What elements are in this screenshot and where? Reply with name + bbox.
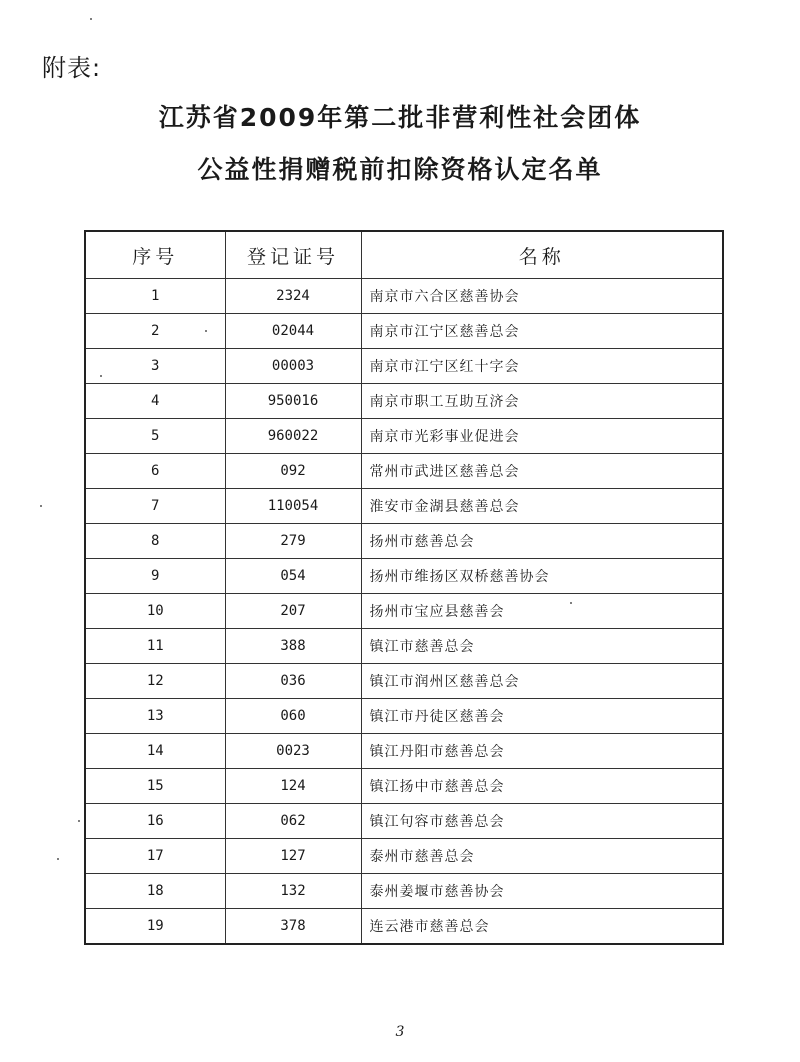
cell-registration-number: 950016 [225,384,361,419]
cell-organization-name: 淮安市金湖县慈善总会 [361,489,723,524]
cell-organization-name: 镇江市润州区慈善总会 [361,664,723,699]
header-serial-number: 序号 [85,231,225,279]
cell-serial-number: 13 [85,699,225,734]
table-row [85,349,723,384]
cell-registration-number: 2324 [225,279,361,314]
table-row [85,769,723,804]
cell-serial-number: 8 [85,524,225,559]
table-body [85,279,723,945]
cell-organization-name: 南京市江宁区红十字会 [361,349,723,384]
table-header-row [85,231,723,279]
cell-registration-number: 02044 [225,314,361,349]
document-title-line-2: 公益性捐赠税前扣除资格认定名单 [197,155,603,184]
cell-organization-name: 扬州市宝应县慈善会 [361,594,723,629]
table-row [85,594,723,629]
scan-speck [205,330,207,332]
cell-registration-number: 054 [225,559,361,594]
cell-organization-name: 镇江句容市慈善总会 [361,804,723,839]
cell-serial-number: 16 [85,804,225,839]
scan-speck [570,602,572,604]
table-row [85,489,723,524]
cell-serial-number: 6 [85,454,225,489]
cell-serial-number: 15 [85,769,225,804]
cell-organization-name: 泰州市慈善总会 [361,839,723,874]
cell-serial-number: 4 [85,384,225,419]
cell-serial-number: 12 [85,664,225,699]
cell-serial-number: 14 [85,734,225,769]
cell-organization-name: 扬州市维扬区双桥慈善协会 [361,559,723,594]
table-row [85,524,723,559]
cell-registration-number: 388 [225,629,361,664]
cell-serial-number: 19 [85,909,225,945]
table-row [85,839,723,874]
table-row [85,664,723,699]
header-registration-number: 登记证号 [225,231,361,279]
header-organization-name: 名称 [361,231,723,279]
cell-registration-number: 378 [225,909,361,945]
cell-registration-number: 207 [225,594,361,629]
table-row [85,734,723,769]
table-row [85,419,723,454]
qualification-list-table [84,230,724,945]
table-row [85,314,723,349]
cell-registration-number: 132 [225,874,361,909]
cell-organization-name: 扬州市慈善总会 [361,524,723,559]
cell-organization-name: 镇江市慈善总会 [361,629,723,664]
cell-organization-name: 南京市六合区慈善协会 [361,279,723,314]
cell-organization-name: 镇江扬中市慈善总会 [361,769,723,804]
cell-registration-number: 279 [225,524,361,559]
table-row [85,454,723,489]
table-row [85,384,723,419]
cell-organization-name: 镇江市丹徒区慈善会 [361,699,723,734]
cell-registration-number: 062 [225,804,361,839]
table-row [85,874,723,909]
cell-registration-number: 036 [225,664,361,699]
scan-speck [78,820,80,822]
cell-organization-name: 连云港市慈善总会 [361,909,723,945]
cell-serial-number: 1 [85,279,225,314]
cell-organization-name: 泰州姜堰市慈善协会 [361,874,723,909]
table-row [85,804,723,839]
cell-registration-number: 124 [225,769,361,804]
table-row [85,559,723,594]
table-row [85,909,723,945]
table-row [85,279,723,314]
cell-serial-number: 10 [85,594,225,629]
cell-serial-number: 2 [85,314,225,349]
cell-registration-number: 060 [225,699,361,734]
cell-registration-number: 0023 [225,734,361,769]
scan-speck [100,375,102,377]
cell-registration-number: 127 [225,839,361,874]
cell-serial-number: 7 [85,489,225,524]
cell-serial-number: 3 [85,349,225,384]
scan-speck [40,505,42,507]
document-title-line-1: 江苏省2009年第二批非营利性社会团体 [158,103,642,132]
cell-registration-number: 00003 [225,349,361,384]
cell-organization-name: 南京市江宁区慈善总会 [361,314,723,349]
page-number: 3 [395,1024,405,1040]
cell-organization-name: 常州市武进区慈善总会 [361,454,723,489]
cell-serial-number: 17 [85,839,225,874]
cell-serial-number: 9 [85,559,225,594]
cell-serial-number: 11 [85,629,225,664]
cell-organization-name: 南京市光彩事业促进会 [361,419,723,454]
scan-speck [57,858,59,860]
cell-serial-number: 18 [85,874,225,909]
scan-speck [90,18,92,20]
cell-registration-number: 092 [225,454,361,489]
cell-registration-number: 960022 [225,419,361,454]
table-row [85,629,723,664]
cell-organization-name: 南京市职工互助互济会 [361,384,723,419]
cell-organization-name: 镇江丹阳市慈善总会 [361,734,723,769]
cell-registration-number: 110054 [225,489,361,524]
attachment-label: 附表: [42,54,102,82]
table-row [85,699,723,734]
cell-serial-number: 5 [85,419,225,454]
